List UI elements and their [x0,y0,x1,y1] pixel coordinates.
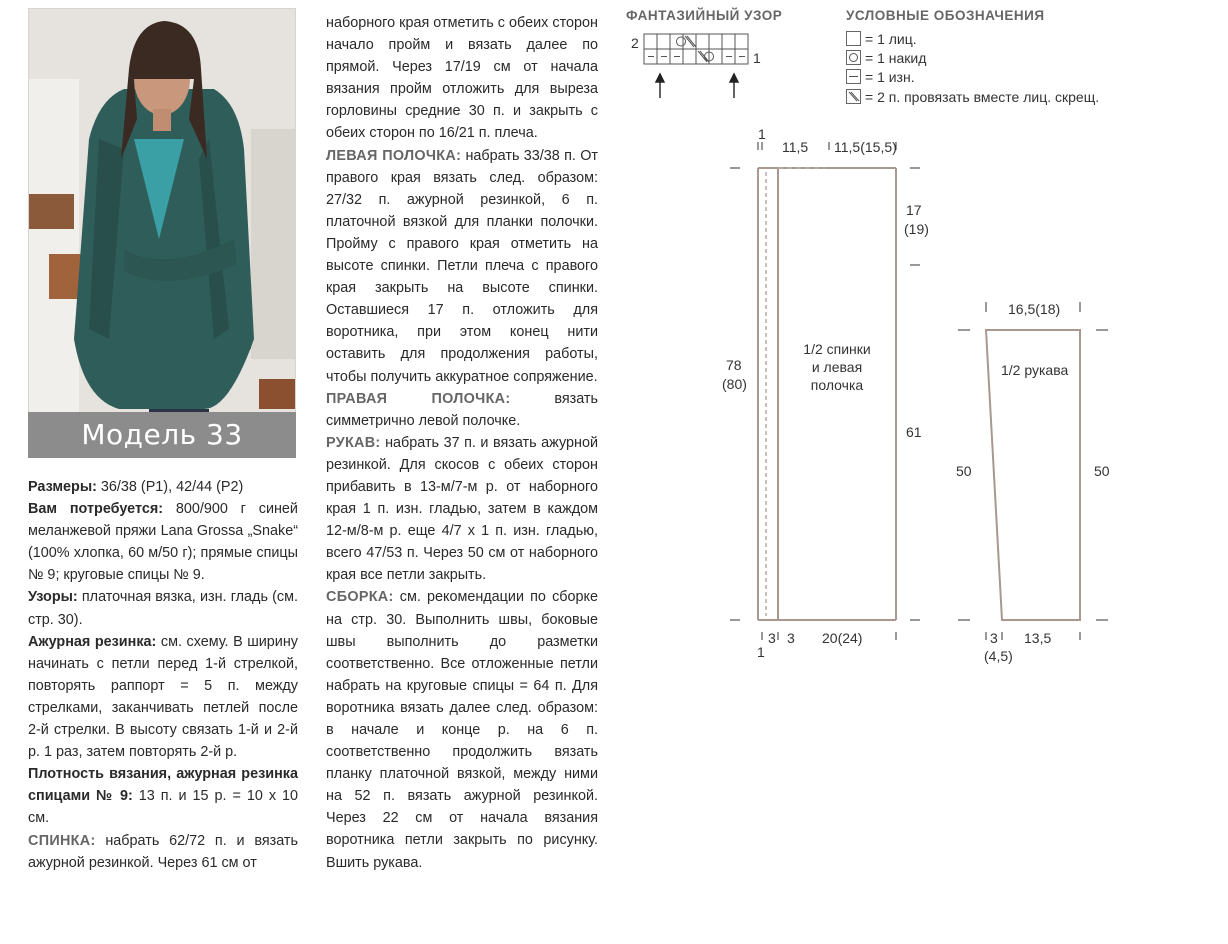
legend-item-k2tog-tbl [846,88,1099,106]
legend-item-yarn-over [846,49,926,67]
yarn-over-symbol-icon [846,50,861,65]
legend-item-purl [846,68,915,86]
back-label: СПИНКА: [28,832,96,849]
sleeve-piece-label: 1/2 рукава [1001,362,1069,378]
body-neck-width: 11,5 [782,139,809,155]
patterns-paragraph [28,586,298,630]
legend-item-label: = 1 накид [865,50,927,66]
left-front-paragraph [326,145,598,388]
rib-text: см. схему. В ширину начинать с петли перед 1-й стрелкой, повторять раппорт = 5 п. между стрелками, заканчивать петлей после 2-й стрелки. В высоту связать 1-й и 2-й р. 1 раз, затем повторять 2-й р. [28,633,298,761]
sleeve-label: РУКАВ: [326,434,381,451]
rib-paragraph [28,631,298,764]
body-bottom-mark-b: 3 [787,630,795,646]
sleeve-bottom-mark-alt: (4,5) [984,648,1013,664]
left-front-text: набрать 33/38 п. От правого края вязать след. образом: 27/32 п. ажурной резинкой, 6 п. платочной вязкой для планки полочки. Пройму с правого края отметить на высоте спинки. Петли плеча с правого края закрыть на высоте спинки. Оставшиеся 17 п. отложить для воротника, при этом конец нити оставить для продолжения работы, чтобы получить аккуратное сопряжение. [326,147,598,385]
body-shoulder-width: 11,5(15,5) [834,139,897,155]
model-label-bar [28,412,296,458]
legend-item-label: = 2 п. провязать вместе лиц. скрещ. [865,89,1100,105]
chart-row-2-number: 2 [631,35,639,51]
legend-item-label: = 1 изн. [865,69,915,85]
patterns-label: Узоры: [28,589,78,606]
right-front-text: вязать симметрично левой полочке. [326,390,598,429]
body-armhole-height-alt: (19) [904,221,929,237]
right-front-paragraph [326,388,598,432]
body-bottom-width: 20(24) [822,630,863,646]
right-front-label: ПРАВАЯ ПОЛОЧКА: [326,390,511,407]
body-bottom-mark-a: 3 [768,630,776,646]
back-continued-paragraph [326,12,598,145]
chart-row-1-number: 1 [753,50,761,66]
k2tog-symbol-icon [846,89,861,104]
sleeve-paragraph [326,432,598,587]
density-text: 13 п. и 15 р. = 10 х 10 см. [28,788,298,827]
materials-label: Вам потребуется: [28,501,164,518]
text-column-1 [28,476,298,874]
text-column-2 [326,12,598,874]
sleeve-right-height: 50 [1094,463,1110,479]
body-top-small-mark: 1 [758,126,766,142]
sizes-text: 36/38 (Р1), 42/44 (Р2) [96,479,244,495]
back-continued-text: наборного края отметить с обеих сторон начало пройм и вязать далее по прямой. Через 17/19 см от начала вязания пройм отложить для выреза горловины средние 30 п. и закрыть с обеих сторон по 16/21 п. плеча. [326,15,598,142]
sizes-paragraph [28,476,298,498]
body-piece-label-line-1: 1/2 спинки [803,341,871,357]
body-side-height: 61 [906,424,922,440]
chart-title: ФАНТАЗИЙНЫЙ УЗОР [626,8,783,23]
body-piece-label-line-3: полочка [810,377,864,393]
body-piece-label [800,340,874,394]
body-total-height: 78 [726,357,742,373]
legend-item-label: = 1 лиц. [865,31,917,47]
legend-item-knit [846,30,917,48]
body-armhole-height: 17 [906,202,922,218]
density-paragraph [28,763,298,829]
back-text: набрать 62/72 п. и вязать ажурной резинкой. Через 61 см от [28,832,298,871]
body-total-height-alt: (80) [722,376,747,392]
density-label: Плотность вязания, ажурная резинка спицами № 9: [28,766,298,805]
assembly-text: см. рекомендации по сборке на стр. 30. Выполнить швы, боковые швы выполнить до разметки соответственно. Все отложенные петли набрать на круговые спицы = 64 п. Для воротника вязать далее след. образом: в начале и конце р. на 6 п. соответственно продолжить вязать планку платочной вязкой, между ними на 52 п. вязать ажурной резинкой. Через 22 см от начала вязания воротника петли закрыть по рисунку. Вшить рукава. [326,589,598,871]
knit-symbol-icon [846,31,861,46]
materials-paragraph [28,498,298,586]
body-piece-label-line-2: и левая [811,359,863,375]
assembly-paragraph [326,586,598,873]
sleeve-bottom-width: 13,5 [1024,630,1052,646]
model-photo-illustration [29,9,296,458]
legend-title: УСЛОВНЫЕ ОБОЗНАЧЕНИЯ [846,8,1045,23]
materials-text: 800/900 г синей меланжевой пряжи Lana Grossa „Snake“ (100% хлопка, 60 м/50 г); прямые спицы № 9; круговые спицы № 9. [28,501,298,584]
body-bottom-small-mark: 1 [757,644,765,660]
sizes-label: Размеры: [28,479,97,495]
model-label: Модель 33 [81,418,243,451]
purl-symbol-icon [846,69,861,84]
sleeve-text: набрать 37 п. и вязать ажурной резинкой. Для скосов с обеих сторон прибавить в 13-м/7-м р. от наборного края 1 п. изн. гладью, затем в каждом 12-м/8-м р. еще 4/7 х 1 п. изн. гладью, всего 47/53 п. Через 50 см от наборного края все петли закрыть. [326,434,598,584]
stitch-chart [640,30,752,100]
sleeve-bottom-mark: 3 [990,630,998,646]
assembly-label: СБОРКА: [326,589,394,606]
sleeve-top-width: 16,5(18) [1008,301,1061,317]
model-photo [28,8,296,458]
sleeve-left-height: 50 [956,463,972,479]
left-front-label: ЛЕВАЯ ПОЛОЧКА: [326,147,462,164]
patterns-text: платочная вязка, изн. гладь (см. стр. 30). [28,589,298,628]
back-paragraph [28,830,298,874]
rib-label: Ажурная резинка: [28,633,157,650]
